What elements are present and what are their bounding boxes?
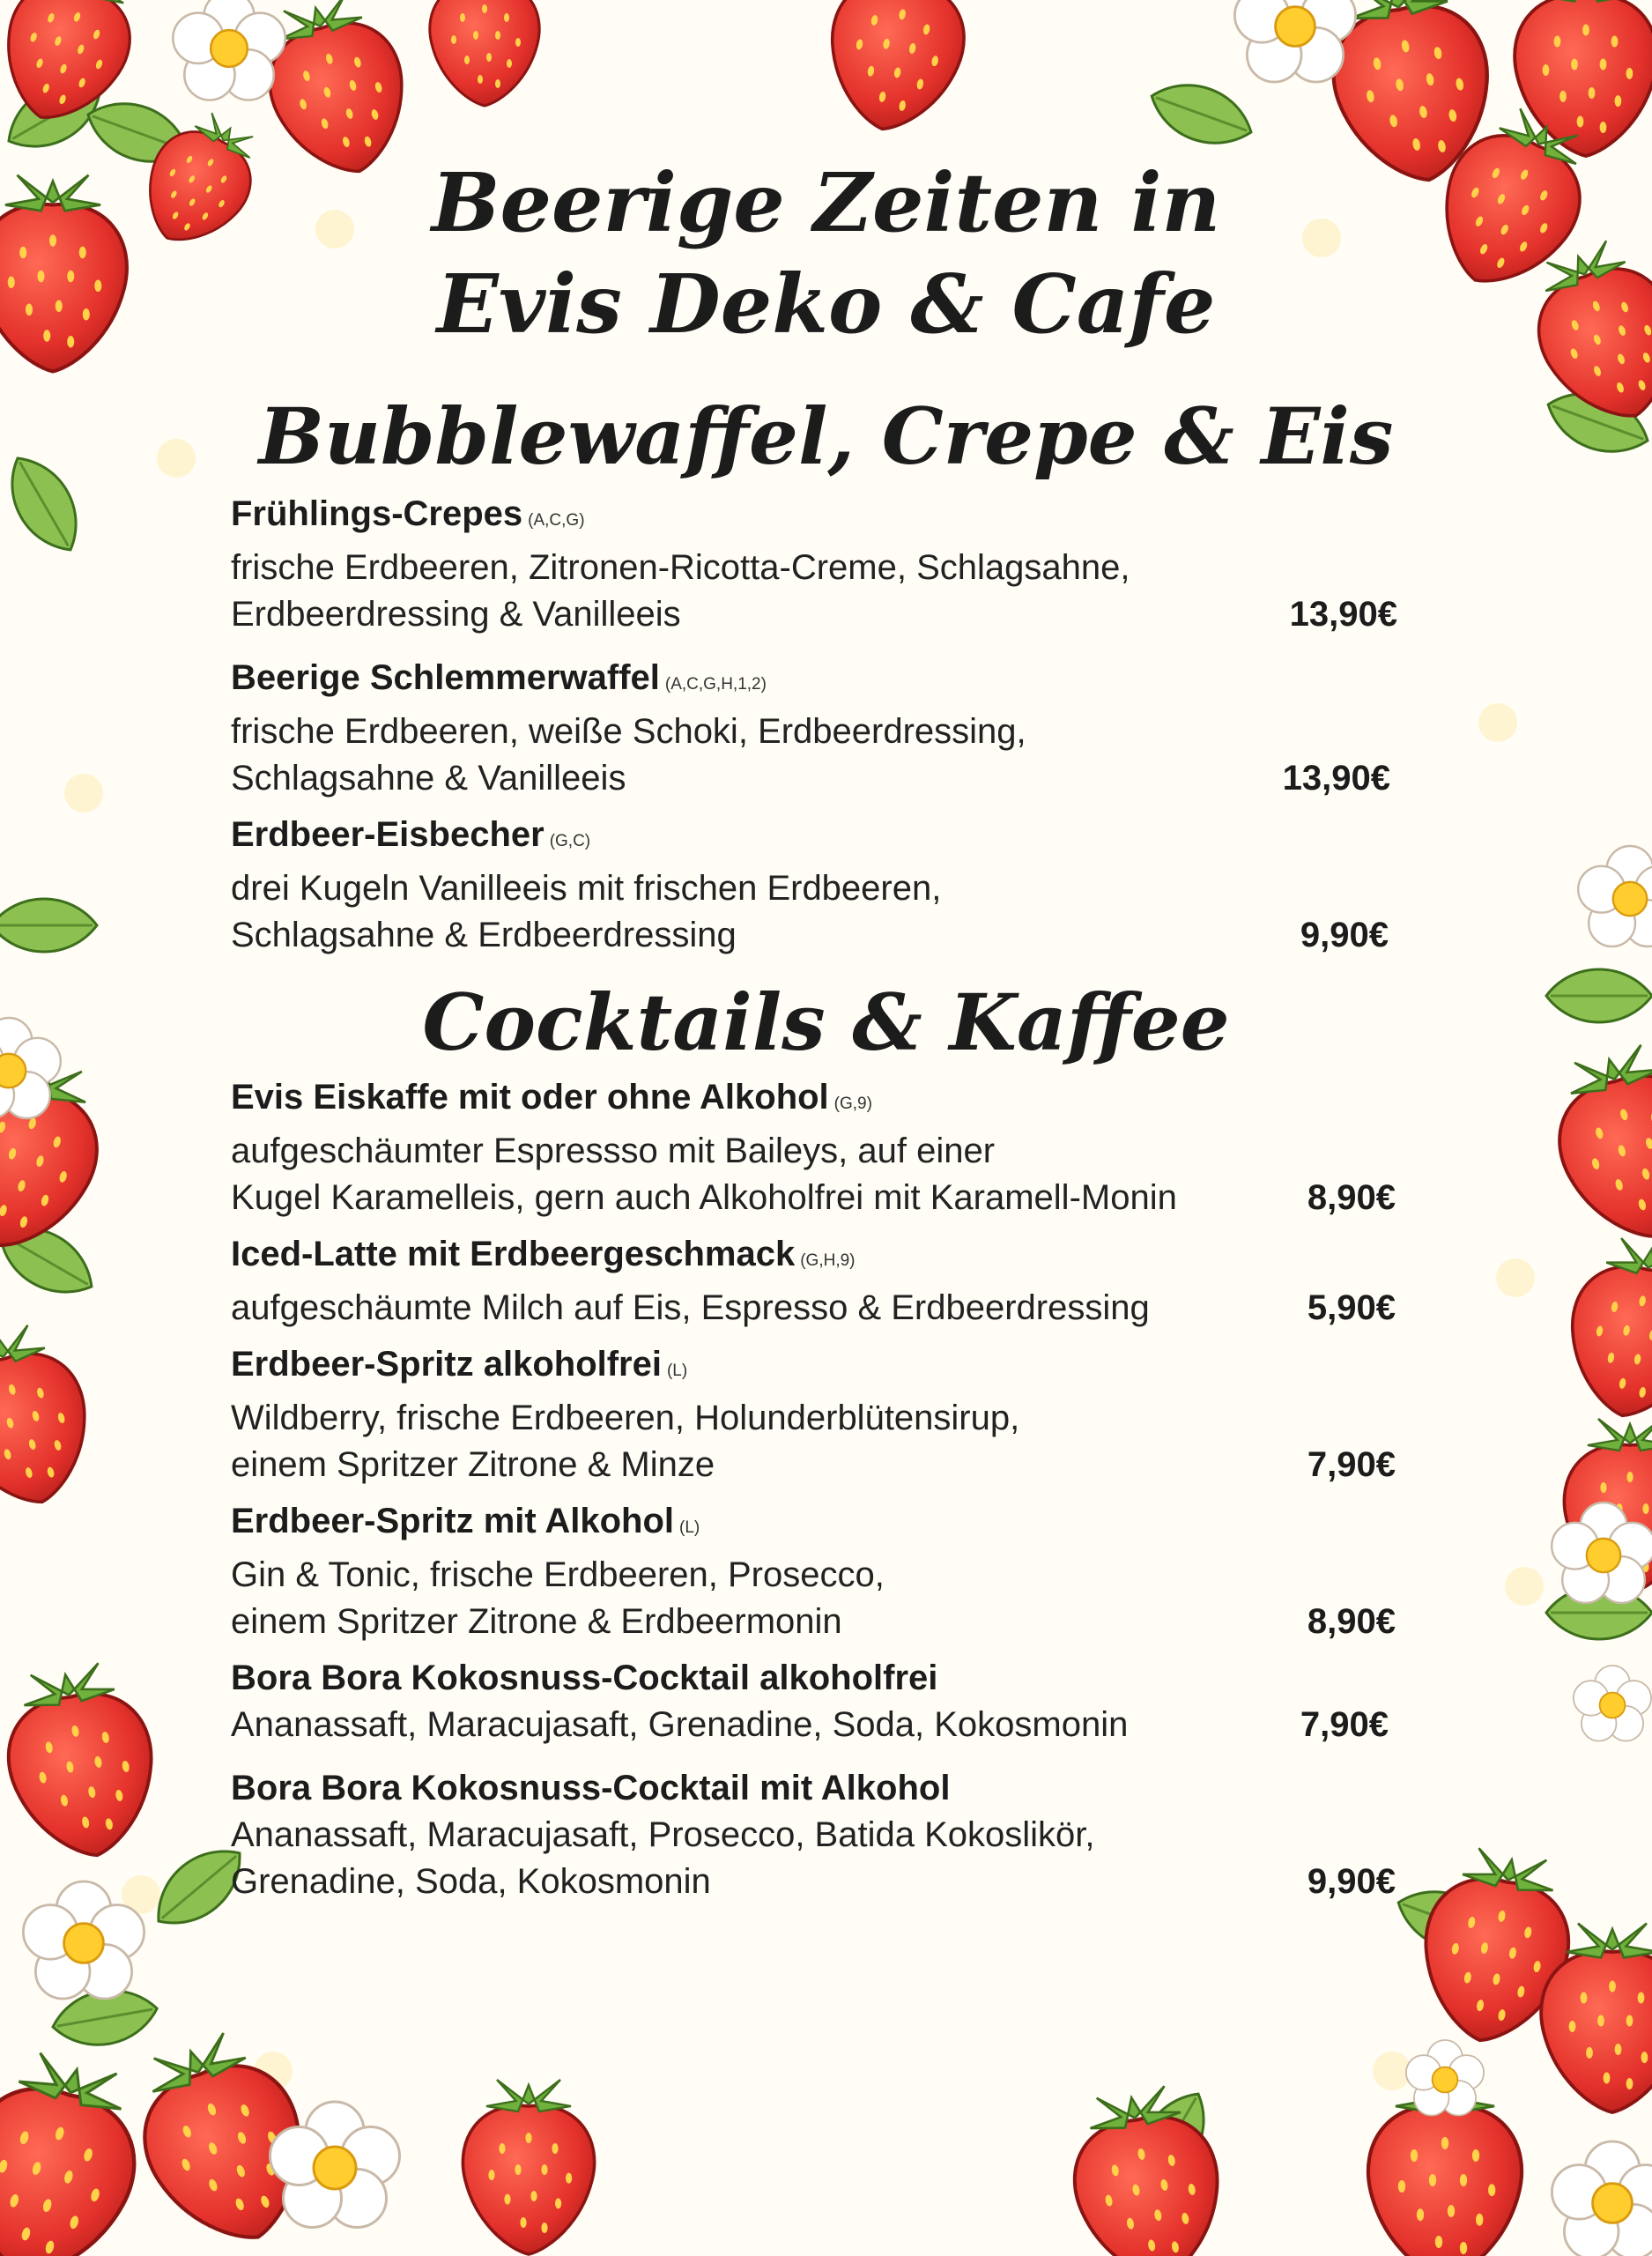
menu-item	[231, 1654, 1403, 1748]
item-name: Frühlings-Crepes	[231, 494, 523, 533]
page-title-line1: Beerige Zeiten in	[431, 155, 1221, 250]
item-allergens: (A,C,G,H,1,2)	[664, 675, 767, 694]
item-price: 7,90€	[1300, 1705, 1389, 1744]
menu-item	[231, 1073, 1403, 1221]
menu-item	[231, 654, 1403, 802]
item-name: Bora Bora Kokosnuss-Cocktail mit Alkohol	[231, 1769, 951, 1807]
item-description: Grenadine, Soda, Kokosmonin	[231, 1862, 711, 1901]
page-title-line2: Evis Deko & Cafe	[436, 256, 1216, 352]
item-price: 13,90€	[1289, 595, 1397, 634]
item-description: einem Spritzer Zitrone & Minze	[231, 1445, 715, 1484]
menu-item	[231, 811, 1403, 959]
item-allergens: (G,9)	[833, 1095, 872, 1113]
item-description: aufgeschäumte Milch auf Eis, Espresso & Erdbeerdressing	[231, 1288, 1150, 1327]
item-description: drei Kugeln Vanilleeis mit frischen Erdbeeren,	[231, 869, 942, 908]
menu-item	[231, 1340, 1403, 1488]
section-heading-cocktails: Cocktails & Kaffee	[422, 976, 1230, 1068]
item-price: 7,90€	[1307, 1445, 1396, 1484]
item-price: 8,90€	[1307, 1602, 1396, 1641]
item-price: 9,90€	[1307, 1862, 1396, 1901]
item-price: 13,90€	[1282, 759, 1390, 798]
item-allergens: (G,C)	[549, 832, 591, 850]
item-description: Wildberry, frische Erdbeeren, Holunderblütensirup,	[231, 1399, 1020, 1437]
item-description: Schlagsahne & Erdbeerdressing	[231, 916, 737, 954]
item-description: Kugel Karamelleis, gern auch Alkoholfrei mit Karamell-Monin	[231, 1178, 1177, 1217]
item-allergens: (A,C,G)	[528, 511, 585, 530]
item-description: aufgeschäumter Espressso mit Baileys, auf einer	[231, 1132, 996, 1170]
item-allergens: (G,H,9)	[800, 1251, 856, 1270]
item-description: frische Erdbeeren, Zitronen-Ricotta-Creme, Schlagsahne,	[231, 548, 1130, 587]
item-description: Ananassaft, Maracujasaft, Grenadine, Soda, Kokosmonin	[231, 1705, 1129, 1744]
item-price: 9,90€	[1300, 916, 1389, 954]
item-name: Iced-Latte mit Erdbeergeschmack	[231, 1235, 796, 1273]
section-heading-waffles: Bubblewaffel, Crepe & Eis	[258, 390, 1394, 482]
item-price: 8,90€	[1307, 1178, 1396, 1217]
menu-item	[231, 1497, 1403, 1645]
menu-item	[231, 1764, 1403, 1905]
item-name: Erdbeer-Spritz alkoholfrei	[231, 1345, 662, 1384]
item-description: Gin & Tonic, frische Erdbeeren, Prosecco,	[231, 1555, 885, 1594]
item-description: Erdbeerdressing & Vanilleeis	[231, 595, 681, 634]
item-name: Erdbeer-Eisbecher	[231, 815, 544, 854]
item-allergens: (L)	[679, 1518, 700, 1537]
item-price: 5,90€	[1307, 1288, 1396, 1327]
item-name: Beerige Schlemmerwaffel	[231, 658, 660, 697]
item-description: Schlagsahne & Vanilleeis	[231, 759, 626, 798]
menu-item	[231, 1230, 1403, 1332]
item-allergens: (L)	[666, 1362, 688, 1380]
item-name: Bora Bora Kokosnuss-Cocktail alkoholfrei	[231, 1659, 938, 1697]
item-name: Erdbeer-Spritz mit Alkohol	[231, 1502, 675, 1540]
item-description: einem Spritzer Zitrone & Erdbeermonin	[231, 1602, 842, 1641]
menu-item	[231, 490, 1403, 638]
item-description: frische Erdbeeren, weiße Schoki, Erdbeerdressing,	[231, 712, 1026, 751]
item-name: Evis Eiskaffe mit oder ohne Alkohol	[231, 1078, 829, 1117]
item-description: Ananassaft, Maracujasaft, Prosecco, Batida Kokoslikör,	[231, 1815, 1095, 1854]
